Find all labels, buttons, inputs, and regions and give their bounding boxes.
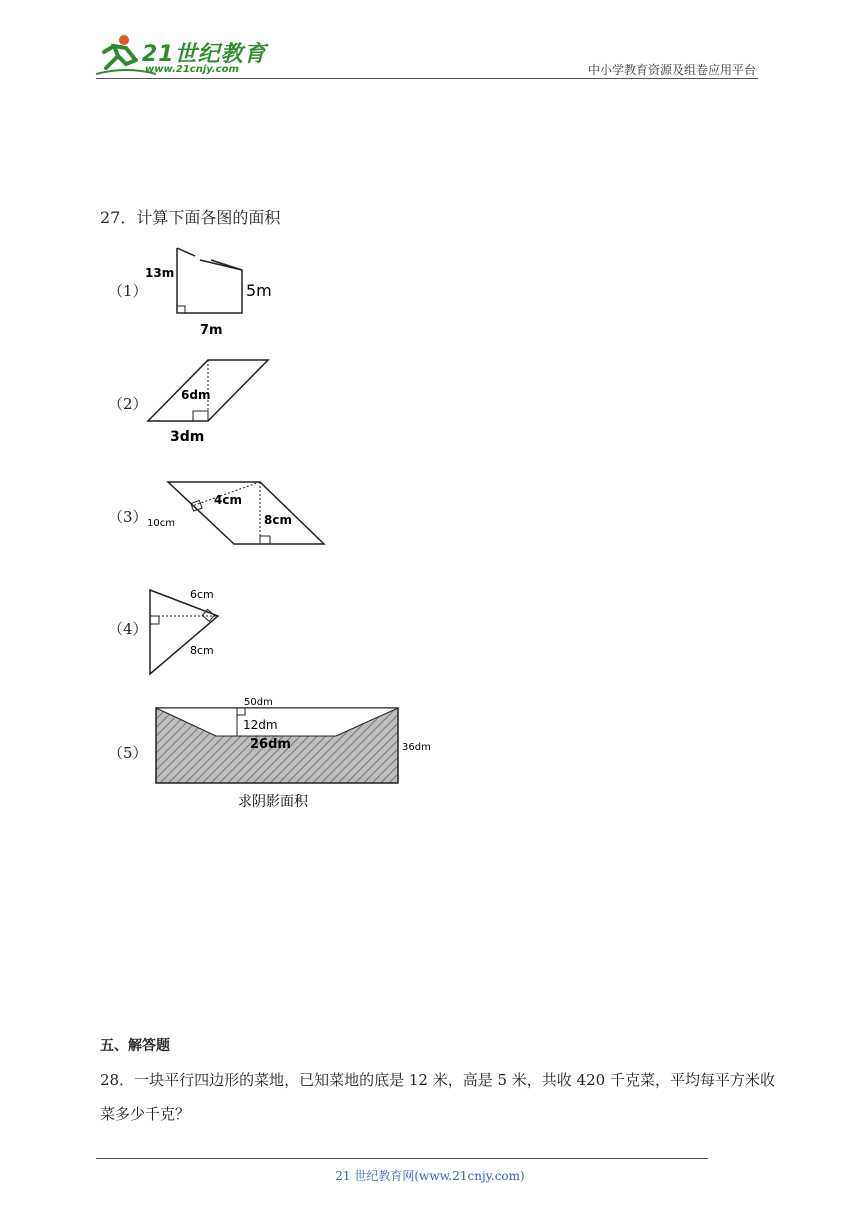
fig5-label-26dm: 26dm [250,737,291,752]
part-3-label: （3） [108,508,148,526]
fig1-label-13m: 13m [145,266,175,280]
fig1-label-7m: 7m [200,323,223,338]
part-4-label: （4） [108,620,148,638]
fig5-label-50dm: 50dm [244,697,273,708]
part-5-label: （5） [108,744,148,762]
fig4-label-6cm: 6cm [190,588,214,601]
fig2-label-6dm: 6dm [181,388,211,402]
fig5-label-12dm: 12dm [243,718,278,732]
logo-text: 21世纪教育 [142,42,267,67]
fig4-label-8cm: 8cm [190,644,214,657]
figure-1-trapezoid [140,240,300,340]
fig3-label-4cm: 4cm [214,493,242,507]
figure-4-triangle [140,582,260,682]
header-platform-text: 中小学教育资源及组卷应用平台 [587,63,756,77]
figure-3-parallelogram [140,470,340,560]
part-2-label: （2） [108,395,148,413]
footer-link[interactable]: 21 世纪教育网(www.21cnjy.com) [335,1169,525,1183]
fig3-label-10cm: 10cm [147,518,175,529]
figure-5-shaded-trapezoid [140,692,460,822]
footer-divider [96,1158,708,1159]
fig2-label-3dm: 3dm [170,429,205,445]
logo-url: www.21cnjy.com [145,64,239,75]
fig3-label-8cm: 8cm [264,513,292,527]
question-28-text: 28．一块平行四边形的菜地，已知菜地的底是 12 米，高是 5 米，共收 420 千克菜，平均每平方米收菜多少千克？ [100,1071,775,1123]
header-divider [96,78,758,79]
fig1-label-5m: 5m [246,281,272,300]
fig5-label-36dm: 36dm [402,742,431,753]
part-1-label: （1） [108,282,148,300]
question-27-title: 27．计算下面各图的面积 [100,208,281,227]
figure-2-parallelogram [140,355,300,455]
section-5-title: 五、解答题 [100,1038,170,1054]
fig5-caption: 求阴影面积 [238,794,308,810]
